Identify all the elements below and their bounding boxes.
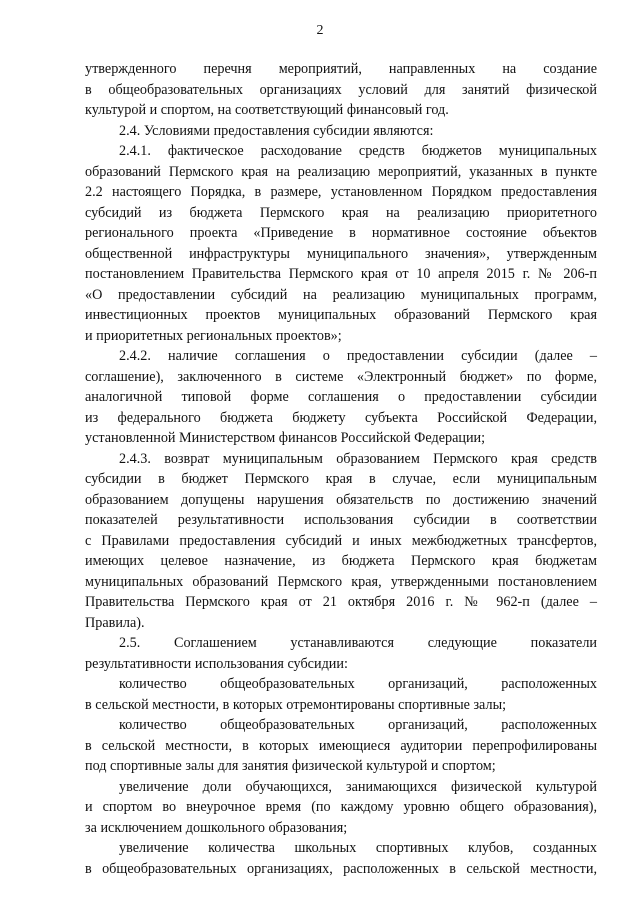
text-line: 2.4.1. фактическое расходование средств бюджетов муниципальных (119, 143, 597, 159)
text-line: 2.4. Условиями предоставления субсидии являются: (119, 122, 434, 139)
text-line: культурой и спортом, на соответствующий финансовый год. (85, 102, 449, 118)
text-line: количество общеобразовательных организаций, расположенных (119, 717, 597, 733)
text-line: 2.2 настоящего Порядка, в размере, установленном Порядком предоставления (85, 184, 597, 200)
text-line: увеличение доли обучающихся, занимающихся физической культурой (119, 778, 597, 795)
text-line: субсидии в бюджет Пермского края в случае, если муниципальным (85, 471, 597, 487)
text-line: инвестиционных проектов муниципальных образований Пермского края (85, 307, 597, 323)
text-line: образованием допущены нарушения обязательств по достижению значений (85, 491, 597, 508)
text-line: аналогичной типовой форме соглашения о предоставлении субсидии (85, 389, 597, 405)
text-line: субсидий из бюджета Пермского края на реализацию приоритетного (85, 204, 597, 221)
text-line: в общеобразовательных организациях, расположенных в сельской местности, (85, 860, 597, 877)
text-line: под спортивные залы для занятия физической культурой и спортом; (85, 758, 496, 774)
text-line: 2.5. Соглашением устанавливаются следующие показатели (119, 635, 597, 651)
text-line: за исключением дошкольного образования; (85, 819, 348, 836)
text-line: постановлением Правительства Пермского края от 10 апреля 2015 г. № 206-п (85, 266, 597, 282)
text-line: и приоритетных региональных проектов»; (85, 327, 342, 344)
text-line: «О предоставлении субсидий на реализацию муниципальных программ, (85, 286, 597, 303)
text-line: и спортом во внеурочное время (по каждому уровню общего образования), (85, 799, 597, 815)
document-body (85, 59, 597, 879)
text-line: 2.4.3. возврат муниципальным образованием Пермского края средств (119, 450, 597, 467)
text-line: Правила). (85, 614, 145, 631)
text-line: из федерального бюджета бюджету субъекта Российской Федерации, (85, 409, 597, 426)
text-line: установленной Министерством финансов Российской Федерации; (85, 430, 486, 446)
text-line: количество общеобразовательных организаций, расположенных (119, 676, 597, 692)
text-line: показателей результативности использования субсидии в соответствии (85, 512, 597, 528)
text-line: в общеобразовательных организациях условий для занятий физической (85, 81, 597, 98)
text-line: 2.4.2. наличие соглашения о предоставлении субсидии (далее – (119, 348, 597, 364)
text-line: с Правилами предоставления субсидий и иных межбюджетных трансфертов, (85, 532, 597, 549)
text-line: в сельской местности, в которых имеющиеся аудитории перепрофилированы (85, 737, 597, 754)
text-line: Правительства Пермского края от 21 октября 2016 г. № 962-п (далее – (85, 594, 597, 610)
text-line: регионального проекта «Приведение в нормативное состояние объектов (85, 225, 597, 241)
page-number: 2 (316, 23, 324, 38)
text-line: увеличение количества школьных спортивных клубов, созданных (119, 840, 597, 856)
text-line: муниципальных образований Пермского края, утвержденными постановлением (85, 573, 597, 590)
text-line: общественной инфраструктуры муниципального значения», утвержденным (85, 245, 597, 262)
text-line: имеющих целевое назначение, из бюджета Пермского края бюджетам (85, 553, 597, 569)
text-line: в сельской местности, в которых отремонтированы спортивные залы; (85, 696, 507, 713)
text-line: соглашение), заключенного в системе «Электронный бюджет» по форме, (85, 368, 597, 385)
text-line: образований Пермского края на реализацию мероприятий, указанных в пункте (85, 163, 597, 180)
text-line: утвержденного перечня мероприятий, направленных на создание (85, 61, 597, 77)
text-line: результативности использования субсидии: (85, 655, 348, 672)
